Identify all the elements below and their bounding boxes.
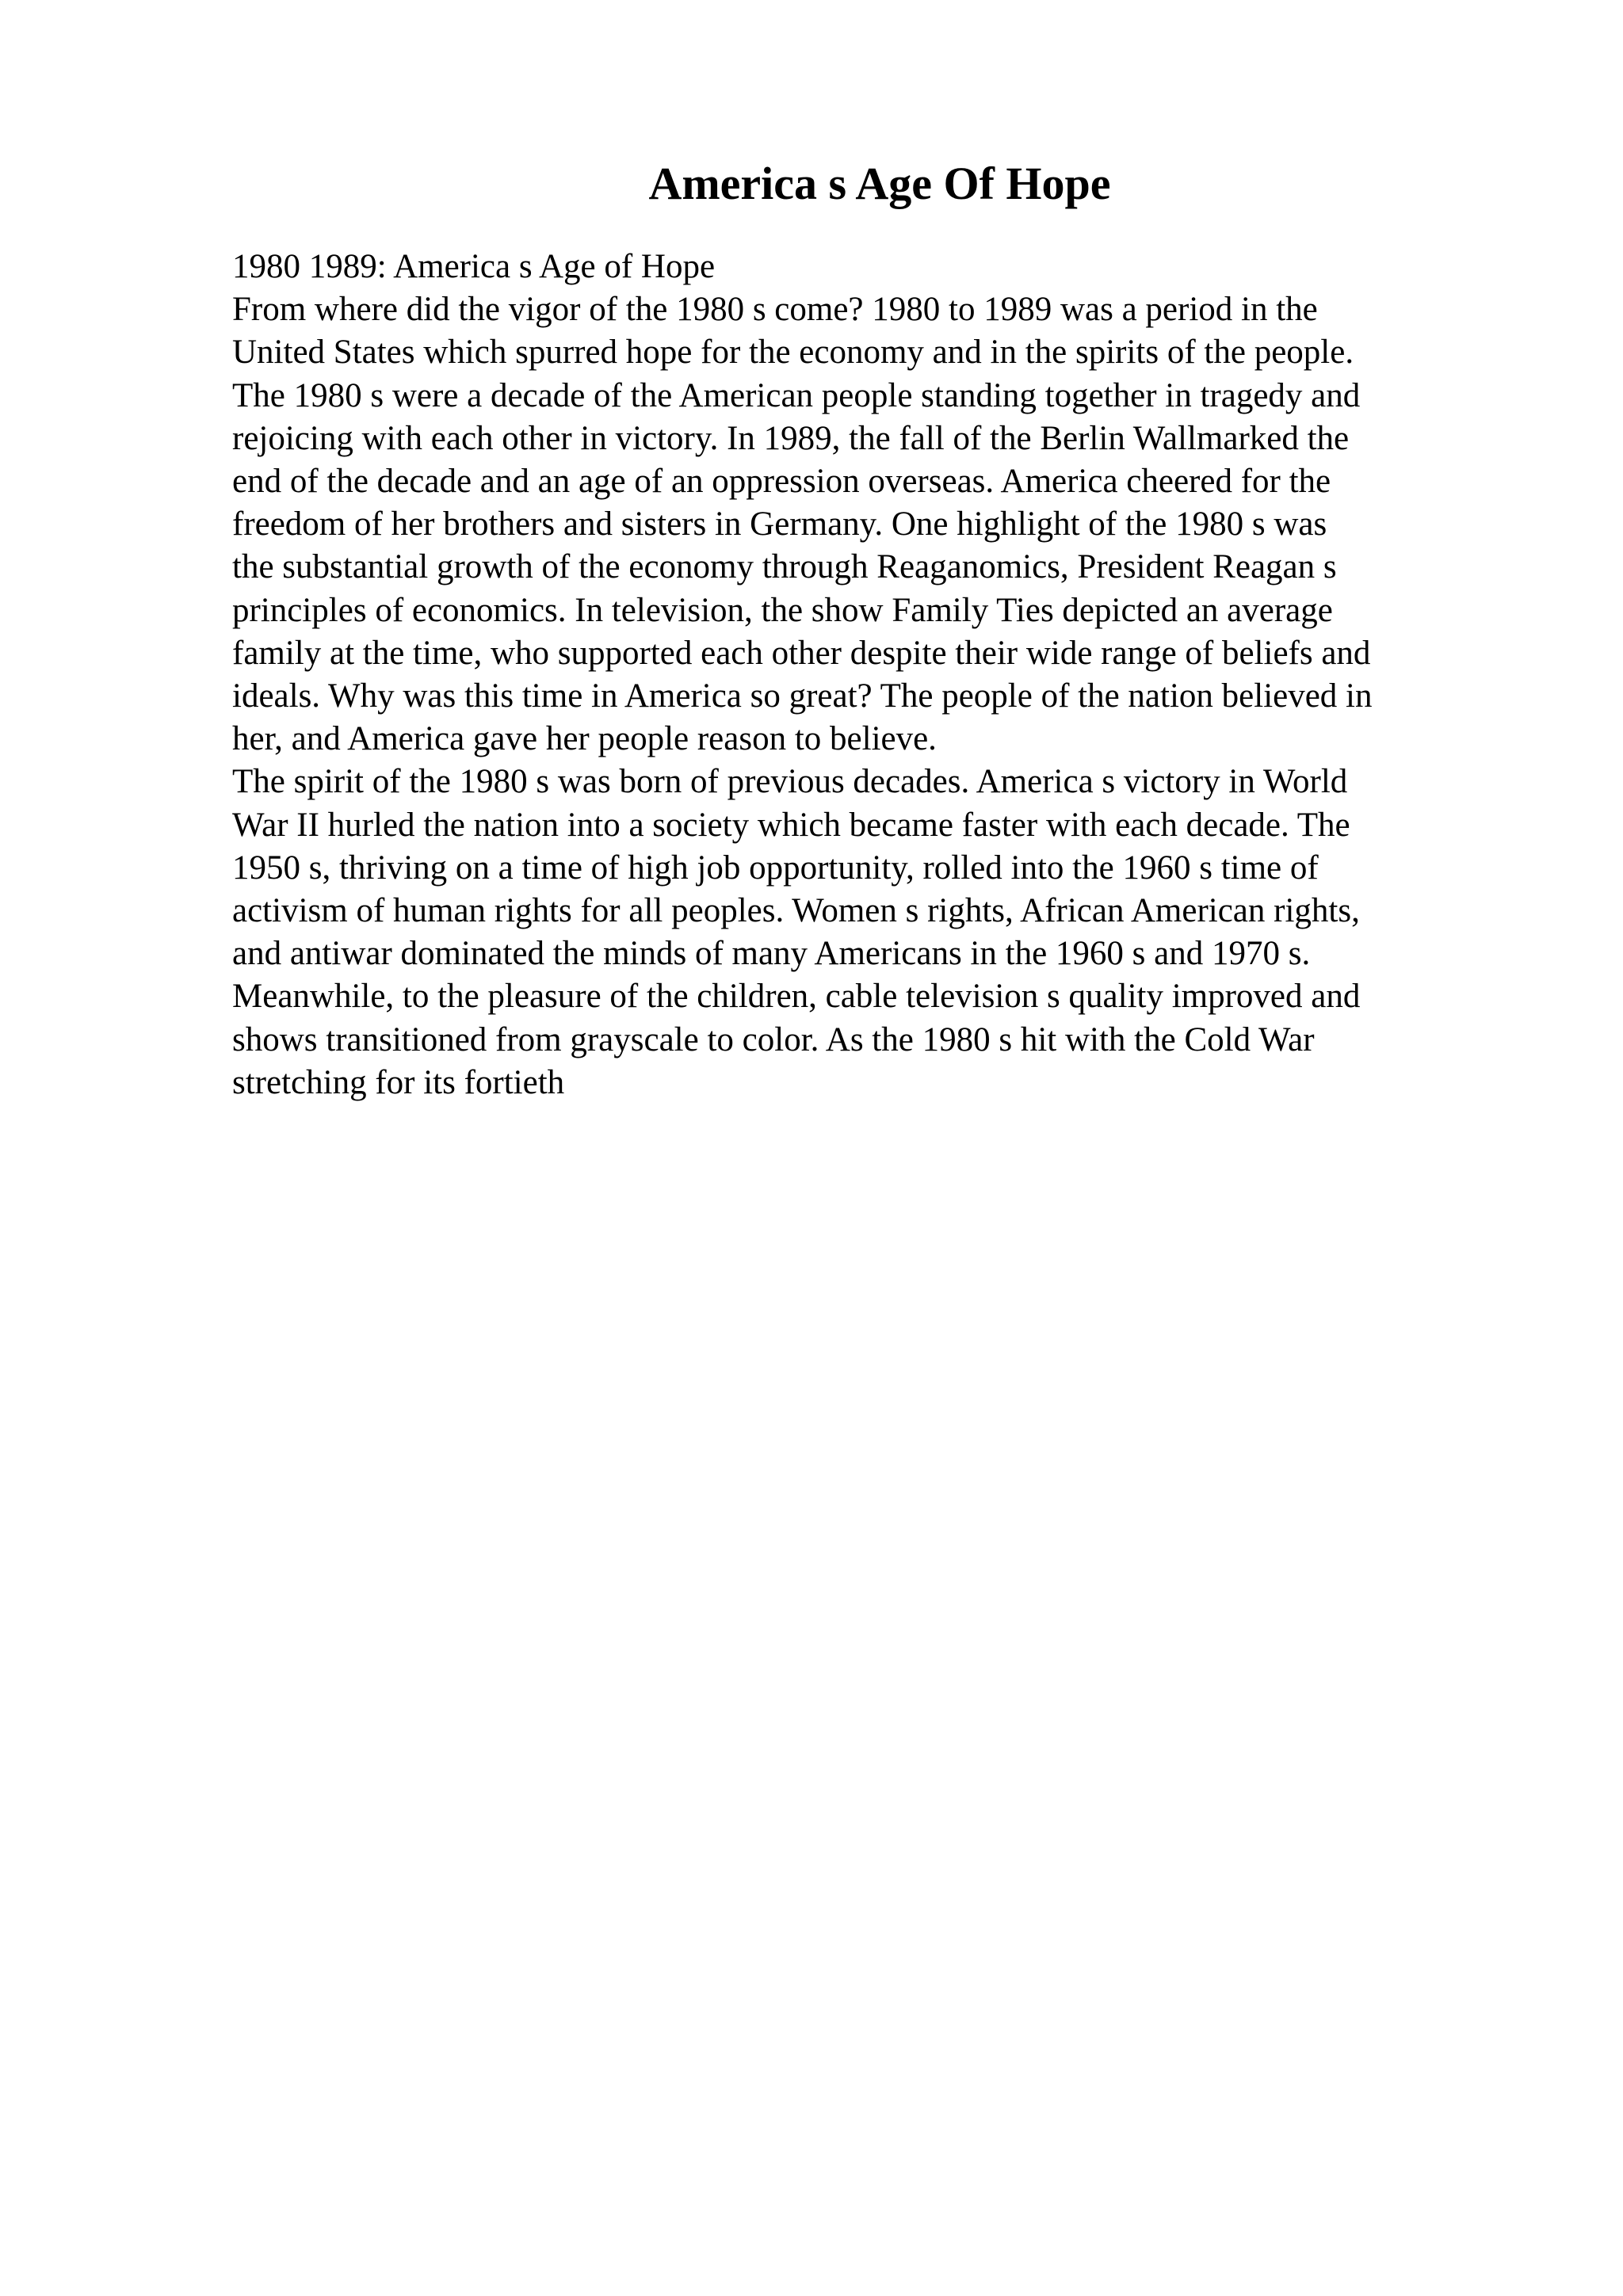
text-line: end of the decade and an age of an oppression overseas. America cheered for the <box>232 463 1331 501</box>
text-line: rejoicing with each other in victory. In 1989, the fall of the Berlin Wallmarked the <box>232 419 1350 457</box>
text-line: stretching for its fortieth <box>232 1063 565 1101</box>
text-line: and antiwar dominated the minds of many Americans in the 1960 s and 1970 s. <box>232 935 1311 973</box>
text-line: From where did the vigor of the 1980 s come? 1980 to 1989 was a period in the <box>232 291 1318 329</box>
text-line: The 1980 s were a decade of the American people standing together in tragedy and <box>232 376 1361 414</box>
document-title: America s Age Of Hope <box>648 158 1111 209</box>
text-line: freedom of her brothers and sisters in Germany. One highlight of the 1980 s was <box>232 505 1327 543</box>
document-body <box>232 246 1500 1104</box>
text-line: ideals. Why was this time in America so great? The people of the nation believed in <box>232 677 1373 715</box>
text-line: 1950 s, thriving on a time of high job opportunity, rolled into the 1960 s time of <box>232 849 1319 887</box>
text-line: United States which spurred hope for the economy and in the spirits of the people. <box>232 334 1354 372</box>
text-line: family at the time, who supported each other despite their wide range of beliefs and <box>232 634 1371 672</box>
text-line: shows transitioned from grayscale to color. As the 1980 s hit with the Cold War <box>232 1020 1315 1058</box>
text-line: her, and America gave her people reason to believe. <box>232 720 937 758</box>
text-line: War II hurled the nation into a society which became faster with each decade. The <box>232 806 1350 844</box>
text-line: principles of economics. In television, the show Family Ties depicted an average <box>232 591 1333 629</box>
text-line: the substantial growth of the economy through Reaganomics, President Reagan s <box>232 548 1337 586</box>
text-line: The spirit of the 1980 s was born of previous decades. America s victory in World <box>232 763 1348 801</box>
text-line: 1980 1989: America s Age of Hope <box>232 248 716 285</box>
text-line: activism of human rights for all peoples. Women s rights, African American rights, <box>232 892 1360 930</box>
text-line: Meanwhile, to the pleasure of the children, cable television s quality improved and <box>232 978 1361 1016</box>
